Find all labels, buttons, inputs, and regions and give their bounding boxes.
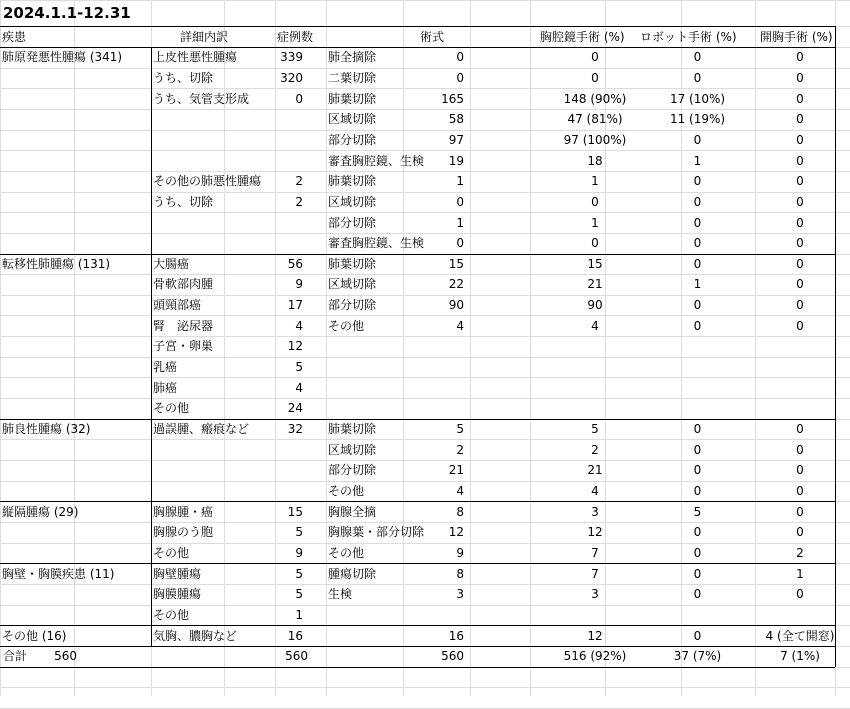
- case-count-cell: 339: [280, 50, 303, 65]
- procedure-count-cell: 5: [456, 422, 464, 436]
- total-robot: 37 (7%): [673, 649, 722, 664]
- grid-col-line: [530, 0, 531, 696]
- detail-cell: 上皮性悪性腫瘍: [153, 50, 238, 65]
- case-count-cell: 320: [280, 70, 303, 85]
- procedure-cell: 部分切除: [328, 215, 377, 230]
- procedure-cell: 生検: [328, 587, 353, 602]
- header-robot: ロボット手術 (%): [640, 30, 737, 44]
- vats-cell: 0: [591, 70, 599, 85]
- robot-cell: 0: [693, 442, 702, 457]
- vats-cell: 1: [591, 174, 599, 189]
- case-count-cell: 4: [295, 318, 303, 333]
- detail-cell: うち、切除: [153, 194, 214, 209]
- robot-cell: 0: [693, 318, 702, 333]
- grid-row-line: [0, 377, 850, 378]
- procedure-count-cell: 165: [441, 91, 464, 106]
- header-open: 開胸手術 (%): [760, 30, 833, 44]
- group-name: 肺原発悪性腫瘍 (341): [2, 50, 123, 65]
- vats-cell: 21: [587, 277, 603, 292]
- open-cell: 0: [796, 194, 804, 209]
- procedure-cell: 胸腺全摘: [328, 504, 377, 519]
- case-count-cell: 5: [295, 566, 303, 581]
- robot-cell: 1: [693, 153, 702, 168]
- procedure-cell: 審査胸腔鏡、生検: [328, 236, 425, 251]
- detail-cell: うち、気管支形成: [153, 91, 250, 106]
- detail-cell: 頭頸部癌: [153, 298, 202, 313]
- robot-cell: 0: [693, 298, 702, 313]
- vats-cell: 0: [591, 194, 599, 209]
- vats-cell: 3: [591, 504, 599, 519]
- detail-cell: 胸壁腫瘍: [153, 566, 202, 581]
- open-cell: 0: [796, 587, 804, 602]
- vats-cell: 7: [591, 545, 599, 560]
- vats-cell: 47 (81%): [567, 112, 623, 127]
- procedure-count-cell: 90: [448, 298, 464, 313]
- detail-cell: うち、切除: [153, 70, 214, 85]
- procedure-cell: 区域切除: [328, 194, 377, 209]
- vats-cell: 21: [587, 463, 603, 478]
- grid-row-line: [0, 687, 850, 688]
- procedure-cell: 肺葉切除: [328, 256, 377, 271]
- procedure-count-cell: 9: [456, 545, 464, 560]
- header-disease: 疾患: [2, 30, 27, 44]
- procedure-cell: 胸腺葉・部分切除: [328, 525, 425, 540]
- case-count-cell: 17: [287, 298, 303, 313]
- vats-cell: 0: [591, 236, 599, 251]
- open-cell: 0: [796, 277, 804, 292]
- robot-cell: 1: [693, 277, 702, 292]
- open-cell: 0: [796, 525, 804, 540]
- procedure-count-cell: 19: [448, 153, 464, 168]
- header-procedure: 術式: [420, 30, 445, 44]
- robot-cell: 0: [693, 628, 702, 643]
- open-cell: 0: [796, 50, 804, 65]
- procedure-count-cell: 0: [456, 194, 464, 209]
- table-border: [0, 667, 835, 668]
- detail-cell: その他: [153, 607, 190, 622]
- robot-cell: 0: [693, 256, 702, 271]
- case-count-cell: 5: [295, 525, 303, 540]
- table-border: [0, 26, 835, 27]
- detail-cell: 肺癌: [153, 380, 178, 395]
- robot-cell: 0: [693, 70, 702, 85]
- open-cell: 0: [796, 153, 804, 168]
- procedure-cell: 二葉切除: [328, 70, 377, 85]
- table-border: [151, 47, 152, 646]
- procedure-count-cell: 8: [456, 566, 464, 581]
- procedure-cell: 区域切除: [328, 112, 377, 127]
- procedure-count-cell: 22: [448, 277, 464, 292]
- open-cell: 1: [796, 566, 804, 581]
- detail-cell: 骨軟部肉腫: [153, 277, 214, 292]
- open-cell: 0: [796, 236, 804, 251]
- case-count-cell: 2: [295, 194, 303, 209]
- open-cell: 0: [796, 298, 804, 313]
- case-count-cell: 0: [295, 91, 303, 106]
- open-cell: 0: [796, 70, 804, 85]
- robot-cell: 0: [693, 174, 702, 189]
- table-border: [835, 26, 836, 667]
- open-cell: 0: [796, 442, 804, 457]
- vats-cell: 148 (90%): [563, 91, 627, 106]
- case-count-cell: 15: [287, 504, 303, 519]
- procedure-count-cell: 1: [456, 215, 464, 230]
- case-count-cell: 12: [287, 339, 303, 354]
- detail-cell: その他: [153, 545, 190, 560]
- case-count-cell: 32: [287, 422, 303, 436]
- grid-row-line: [0, 398, 850, 399]
- grid-col-line: [326, 0, 327, 696]
- case-count-cell: 4: [295, 380, 303, 395]
- vats-cell: 15: [587, 256, 603, 271]
- table-border: [0, 625, 835, 626]
- total-value: 560: [54, 649, 77, 664]
- robot-cell: 5: [693, 504, 702, 519]
- procedure-count-cell: 3: [456, 587, 464, 602]
- open-cell: 0: [796, 318, 804, 333]
- detail-cell: 気胸、膿胸など: [153, 628, 238, 643]
- robot-cell: 0: [693, 463, 702, 478]
- vats-cell: 12: [587, 628, 603, 643]
- vats-cell: 1: [591, 215, 599, 230]
- table-border: [0, 47, 835, 48]
- detail-cell: 胸腺腫・癌: [153, 504, 214, 519]
- vats-cell: 90: [587, 298, 603, 313]
- procedure-cell: 肺全摘除: [328, 50, 377, 65]
- procedure-cell: その他: [328, 318, 365, 333]
- open-cell: 0: [796, 215, 804, 230]
- total-label: 合計: [3, 649, 28, 664]
- open-cell: 0: [796, 174, 804, 189]
- robot-cell: 0: [693, 236, 702, 251]
- procedure-cell: 腫瘍切除: [328, 566, 377, 581]
- open-cell: 2: [796, 545, 804, 560]
- case-count-cell: 9: [295, 277, 303, 292]
- vats-cell: 7: [591, 566, 599, 581]
- case-count-cell: 5: [295, 587, 303, 602]
- robot-cell: 0: [693, 545, 702, 560]
- detail-cell: 腎 泌尿器: [153, 318, 214, 333]
- group-name: 縦隔腫瘍 (29): [2, 504, 79, 519]
- open-cell: 0: [796, 112, 804, 127]
- procedure-cell: その他: [328, 483, 365, 498]
- vats-cell: 0: [591, 50, 599, 65]
- robot-cell: 0: [693, 215, 702, 230]
- procedure-count-cell: 21: [448, 463, 464, 478]
- robot-cell: 0: [693, 566, 702, 581]
- procedure-count-cell: 1: [456, 174, 464, 189]
- grid-row-line: [0, 357, 850, 358]
- grid-col-line: [74, 0, 75, 696]
- table-border: [0, 419, 835, 420]
- robot-cell: 0: [693, 422, 702, 436]
- table-border: [0, 563, 835, 564]
- detail-cell: その他: [153, 401, 190, 416]
- case-count-cell: 1: [295, 607, 303, 622]
- open-cell: 0: [796, 463, 804, 478]
- vats-cell: 4: [591, 483, 599, 498]
- vats-cell: 5: [591, 422, 599, 436]
- robot-cell: 0: [693, 525, 702, 540]
- header-detail: 詳細内訳: [180, 30, 229, 44]
- robot-cell: 11 (19%): [669, 112, 726, 127]
- detail-cell: 胸膜腫瘍: [153, 587, 202, 602]
- case-count-cell: 24: [287, 401, 303, 416]
- case-count-cell: 5: [295, 360, 303, 375]
- detail-cell: 乳癌: [153, 360, 178, 375]
- procedure-cell: 肺葉切除: [328, 174, 377, 189]
- vats-cell: 18: [587, 153, 603, 168]
- robot-cell: 0: [693, 587, 702, 602]
- detail-cell: 大腸癌: [153, 256, 190, 271]
- total-cases: 560: [285, 649, 308, 664]
- grid-col-line: [0, 0, 1, 696]
- case-count-cell: 9: [295, 545, 303, 560]
- grid-row-line: [0, 336, 850, 337]
- grid-col-line: [470, 0, 471, 696]
- vats-cell: 97 (100%): [563, 132, 627, 147]
- table-border: [0, 646, 835, 647]
- procedure-cell: 部分切除: [328, 463, 377, 478]
- total-vats: 516 (92%): [563, 649, 627, 664]
- procedure-cell: 肺葉切除: [328, 422, 377, 436]
- procedure-count-cell: 4: [456, 318, 464, 333]
- open-cell: 0: [796, 422, 804, 436]
- group-name: その他 (16): [2, 628, 67, 643]
- procedure-count-cell: 97: [448, 132, 464, 147]
- procedure-cell: その他: [328, 545, 365, 560]
- total-procedures: 560: [441, 649, 464, 664]
- detail-cell: 胸腺のう胞: [153, 525, 214, 540]
- table-border: [0, 254, 835, 255]
- open-cell: 0: [796, 132, 804, 147]
- table-border: [0, 501, 835, 502]
- procedure-count-cell: 4: [456, 483, 464, 498]
- procedure-count-cell: 0: [456, 70, 464, 85]
- open-cell: 4 (全て開窓): [765, 628, 835, 643]
- total-open: 7 (1%): [780, 649, 820, 664]
- detail-cell: 子宮・卵巣: [153, 339, 214, 354]
- group-name: 転移性肺腫瘍 (131): [2, 256, 111, 271]
- procedure-count-cell: 16: [448, 628, 464, 643]
- procedure-count-cell: 8: [456, 504, 464, 519]
- robot-cell: 0: [693, 194, 702, 209]
- open-cell: 0: [796, 504, 804, 519]
- detail-cell: その他の肺悪性腫瘍: [153, 174, 262, 189]
- open-cell: 0: [796, 483, 804, 498]
- procedure-count-cell: 0: [456, 50, 464, 65]
- grid-row-line: [0, 0, 850, 1]
- robot-cell: 0: [693, 50, 702, 65]
- procedure-cell: 肺葉切除: [328, 91, 377, 106]
- detail-cell: 過誤腫、瘢痕など: [153, 422, 250, 436]
- vats-cell: 3: [591, 587, 599, 602]
- procedure-count-cell: 12: [448, 525, 464, 540]
- header-vats: 胸腔鏡手術 (%): [540, 30, 625, 44]
- procedure-cell: 部分切除: [328, 132, 377, 147]
- grid-row-line: [0, 605, 850, 606]
- procedure-count-cell: 0: [456, 236, 464, 251]
- vats-cell: 12: [587, 525, 603, 540]
- procedure-cell: 区域切除: [328, 277, 377, 292]
- open-cell: 0: [796, 91, 804, 106]
- procedure-count-cell: 58: [448, 112, 464, 127]
- case-count-cell: 2: [295, 174, 303, 189]
- procedure-count-cell: 15: [448, 256, 464, 271]
- robot-cell: 0: [693, 132, 702, 147]
- group-name: 肺良性腫瘍 (32): [2, 422, 91, 436]
- case-count-cell: 56: [287, 256, 303, 271]
- procedure-cell: 部分切除: [328, 298, 377, 313]
- robot-cell: 0: [693, 483, 702, 498]
- vats-cell: 4: [591, 318, 599, 333]
- header-cases: 症例数: [277, 30, 314, 44]
- procedure-cell: 区域切除: [328, 442, 377, 457]
- procedure-count-cell: 2: [456, 442, 464, 457]
- robot-cell: 17 (10%): [669, 91, 726, 106]
- vats-cell: 2: [591, 442, 599, 457]
- procedure-cell: 審査胸腔鏡、生検: [328, 153, 425, 168]
- case-count-cell: 16: [287, 628, 303, 643]
- sheet-title: 2024.1.1-12.31: [3, 4, 131, 22]
- open-cell: 0: [796, 256, 804, 271]
- group-name: 胸壁・胸膜疾患 (11): [2, 566, 115, 581]
